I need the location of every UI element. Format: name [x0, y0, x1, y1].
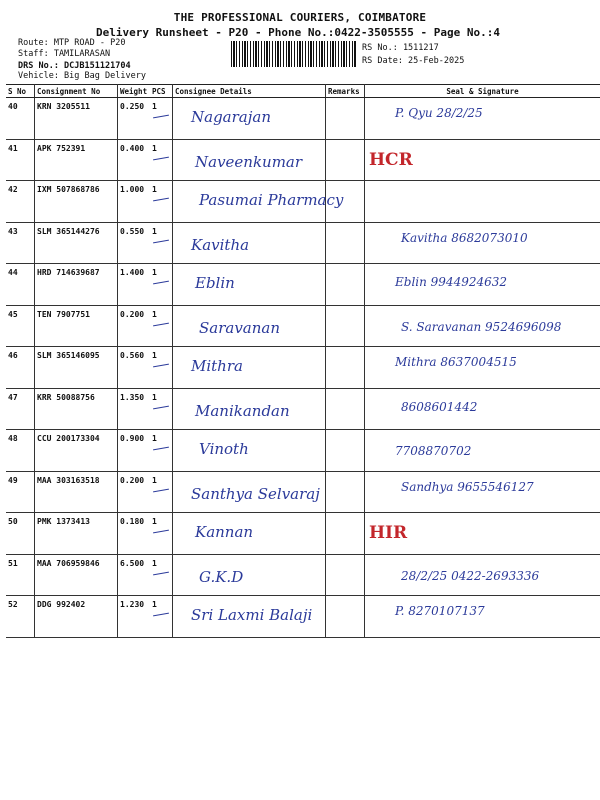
- pcs-cell: 1: [150, 305, 173, 347]
- sno-cell: 52: [6, 596, 35, 638]
- weight-cell: 0.180: [118, 513, 151, 555]
- pcs-cell: 1: [150, 139, 173, 181]
- seal-cell: [365, 264, 600, 306]
- sno-cell: 43: [6, 222, 35, 264]
- consignee-handwriting: Saravanan: [199, 318, 281, 337]
- seal-signature: P. Qyu 28/2/25: [395, 106, 483, 120]
- seal-signature: Kavitha 8682073010: [401, 230, 528, 245]
- sno-cell: 45: [6, 305, 35, 347]
- pcs-cell: 1: [150, 513, 173, 555]
- table-row: [6, 181, 600, 223]
- pcs-cell: 1: [150, 430, 173, 472]
- remarks-cell: [326, 596, 365, 638]
- col-consignment: Consignment No: [35, 85, 118, 98]
- table-header: [6, 85, 600, 98]
- consignee-cell: [173, 596, 326, 638]
- company-title: THE PROFESSIONAL COURIERS, COIMBATORE: [173, 11, 427, 24]
- col-weight: Weight: [118, 85, 151, 98]
- table-row: [6, 471, 600, 513]
- consignee-cell: [173, 347, 326, 389]
- remarks-cell: [326, 513, 365, 555]
- col-pcs: PCS: [150, 85, 173, 98]
- table-row: [6, 139, 600, 181]
- remark-stamp: HCR: [369, 149, 413, 170]
- consignee-handwriting: Nagarajan: [191, 108, 271, 126]
- seal-signature: 28/2/25 0422-2693336: [401, 568, 540, 583]
- weight-cell: 0.900: [118, 430, 151, 472]
- seal-cell: [365, 596, 600, 638]
- consignment-cell: SLM 365144276: [35, 222, 118, 264]
- consignee-handwriting: Naveenkumar: [195, 152, 303, 171]
- weight-cell: 6.500: [118, 554, 151, 596]
- sno-cell: 48: [6, 430, 35, 472]
- pcs-cell: 1: [150, 98, 173, 140]
- sno-cell: 44: [6, 264, 35, 306]
- remarks-cell: [326, 554, 365, 596]
- drs-number: DRS No.: DCJB151121704: [18, 61, 131, 71]
- table-row: [6, 430, 600, 472]
- consignment-cell: PMK 1373413: [35, 513, 118, 555]
- remarks-cell: [326, 98, 365, 140]
- consignee-cell: [173, 305, 326, 347]
- weight-cell: 0.250: [118, 98, 151, 140]
- weight-cell: 0.200: [118, 305, 151, 347]
- remark-stamp: HIR: [369, 523, 408, 543]
- remarks-cell: [326, 139, 365, 181]
- consignee-cell: [173, 222, 326, 264]
- runsheet-title: Delivery Runsheet - P20 - Phone No.:0422-3505555 - Page No.:4: [96, 26, 500, 39]
- table-row: [6, 596, 600, 638]
- consignee-handwriting: Mithra: [191, 357, 243, 375]
- seal-cell: [365, 513, 600, 555]
- table-row: [6, 347, 600, 389]
- consignment-cell: DDG 992402: [35, 596, 118, 638]
- consignee-cell: [173, 139, 326, 181]
- remarks-cell: [326, 264, 365, 306]
- pcs-cell: 1: [150, 264, 173, 306]
- consignment-cell: APK 752391: [35, 139, 118, 181]
- barcode: [231, 41, 357, 67]
- seal-signature: Sandhya 9655546127: [401, 479, 534, 494]
- consignment-cell: MAA 303163518: [35, 471, 118, 513]
- weight-cell: 0.560: [118, 347, 151, 389]
- table-row: [6, 98, 600, 140]
- seal-signature: P. 8270107137: [395, 604, 485, 618]
- weight-cell: 0.400: [118, 139, 151, 181]
- consignment-cell: IXM 507868786: [35, 181, 118, 223]
- seal-cell: [365, 347, 600, 389]
- seal-signature: Eblin 9944924632: [395, 275, 508, 289]
- pcs-cell: 1: [150, 181, 173, 223]
- seal-signature: 8608601442: [401, 399, 478, 414]
- col-remarks: Remarks: [326, 85, 365, 98]
- weight-cell: 0.200: [118, 471, 151, 513]
- col-seal: Seal & Signature: [365, 85, 600, 98]
- col-details: Consignee Details: [173, 85, 326, 98]
- seal-cell: [365, 181, 600, 223]
- consignee-handwriting: Eblin: [195, 274, 235, 292]
- pcs-cell: 1: [150, 471, 173, 513]
- consignee-cell: [173, 181, 344, 223]
- pcs-cell: 1: [150, 222, 173, 264]
- remarks-cell: [326, 305, 365, 347]
- table-row: [6, 264, 600, 306]
- seal-cell: [365, 471, 600, 513]
- pcs-cell: 1: [150, 596, 173, 638]
- sno-cell: 40: [6, 98, 35, 140]
- seal-cell: [365, 430, 600, 472]
- sno-cell: 42: [6, 181, 35, 223]
- consignee-cell: [173, 471, 326, 513]
- table-row: [6, 222, 600, 264]
- weight-cell: 1.000: [118, 181, 151, 223]
- weight-cell: 1.350: [118, 388, 151, 430]
- table-row: [6, 513, 600, 555]
- seal-cell: [365, 388, 600, 430]
- consignment-cell: KRR 50088756: [35, 388, 118, 430]
- consignee-cell: [173, 98, 326, 140]
- weight-cell: 1.230: [118, 596, 151, 638]
- rs-date: RS Date: 25-Feb-2025: [362, 56, 465, 66]
- seal-cell: [365, 139, 600, 181]
- consignee-cell: [173, 430, 326, 472]
- consignee-handwriting: Kavitha: [191, 235, 250, 254]
- table-row: [6, 388, 600, 430]
- consignee-cell: [173, 554, 326, 596]
- seal-signature: Mithra 8637004515: [395, 355, 517, 369]
- sno-cell: 51: [6, 554, 35, 596]
- route-text: Route: MTP ROAD - P20: [18, 38, 126, 48]
- sno-cell: 49: [6, 471, 35, 513]
- pcs-cell: 1: [150, 388, 173, 430]
- sno-cell: 46: [6, 347, 35, 389]
- weight-cell: 0.550: [118, 222, 151, 264]
- consignment-cell: CCU 200173304: [35, 430, 118, 472]
- consignment-cell: MAA 706959846: [35, 554, 118, 596]
- table-row: [6, 305, 600, 347]
- remarks-cell: [326, 430, 365, 472]
- weight-cell: 1.400: [118, 264, 151, 306]
- sno-cell: 50: [6, 513, 35, 555]
- seal-signature: S. Saravanan 9524696098: [401, 319, 562, 334]
- consignee-handwriting: Kannan: [195, 523, 254, 541]
- consignment-cell: HRD 714639687: [35, 264, 118, 306]
- consignee-handwriting: Santhya Selvaraj: [191, 484, 320, 503]
- remarks-cell: [326, 388, 365, 430]
- remarks-cell: [326, 222, 365, 264]
- sno-cell: 47: [6, 388, 35, 430]
- consignment-cell: KRN 3205511: [35, 98, 118, 140]
- seal-signature: 7708870702: [395, 444, 472, 458]
- consignee-handwriting: G.K.D: [199, 567, 244, 586]
- staff-text: Staff: TAMILARASAN: [18, 49, 111, 59]
- seal-cell: [365, 554, 600, 596]
- consignee-handwriting: Manikandan: [195, 401, 290, 420]
- seal-cell: [365, 305, 600, 347]
- consignee-cell: [173, 513, 326, 555]
- pcs-cell: 1: [150, 347, 173, 389]
- remarks-cell: [326, 471, 365, 513]
- seal-cell: [365, 98, 600, 140]
- consignee-cell: [173, 264, 326, 306]
- table-row: [6, 554, 600, 596]
- col-sno: S No: [6, 85, 35, 98]
- remarks-cell: [326, 347, 365, 389]
- rs-number: RS No.: 1511217: [362, 43, 439, 53]
- vehicle-text: Vehicle: Big Bag Delivery: [18, 71, 146, 81]
- consignment-cell: TEN 7907751: [35, 305, 118, 347]
- sno-cell: 41: [6, 139, 35, 181]
- seal-cell: [365, 222, 600, 264]
- consignee-handwriting: Sri Laxmi Balaji: [191, 606, 313, 624]
- consignee-handwriting: Vinoth: [199, 440, 249, 458]
- consignee-handwriting: Pasumai Pharmacy: [199, 191, 344, 209]
- consignment-cell: SLM 365146095: [35, 347, 118, 389]
- consignee-cell: [173, 388, 326, 430]
- runsheet-table: [6, 84, 600, 638]
- pcs-cell: 1: [150, 554, 173, 596]
